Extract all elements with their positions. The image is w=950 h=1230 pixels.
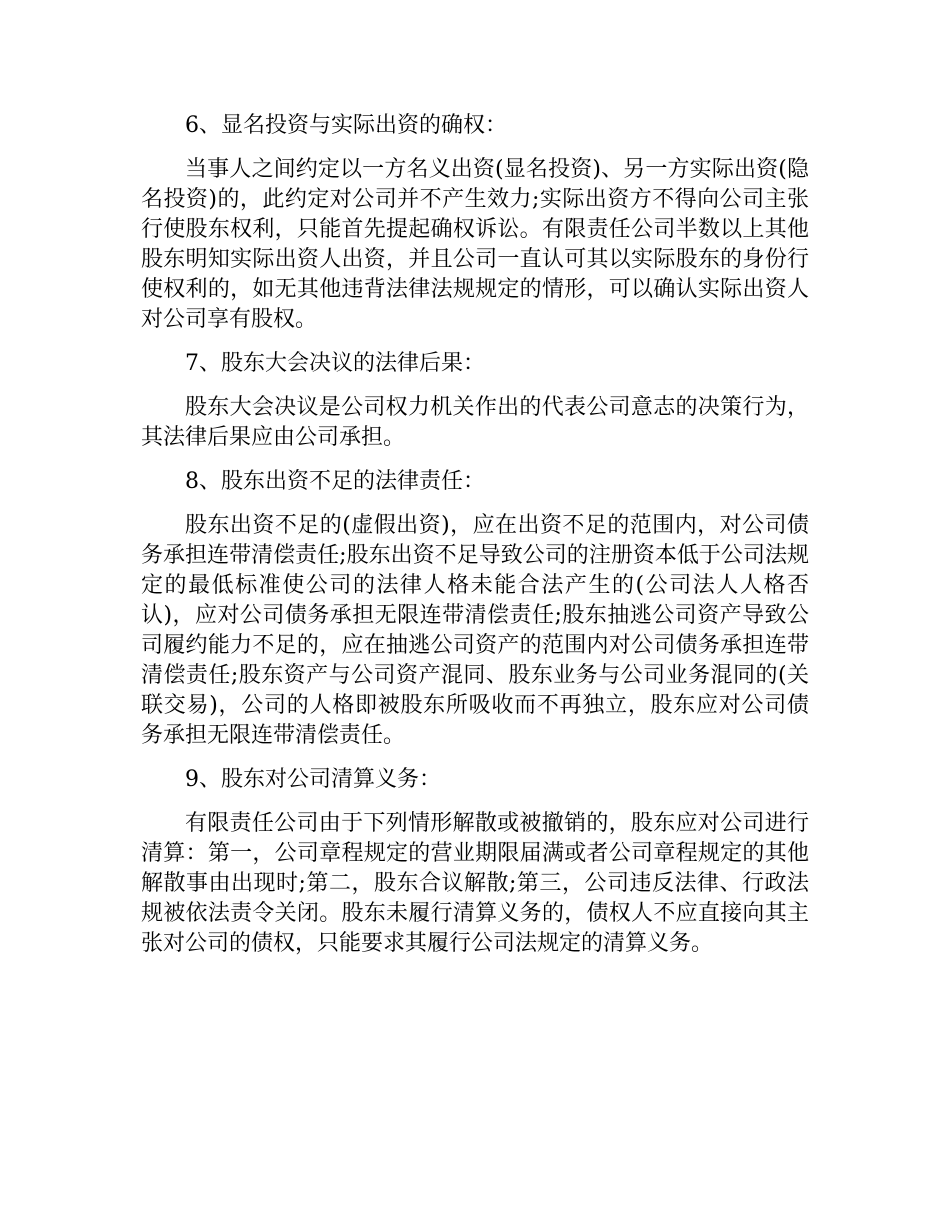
section-heading-7: 7、股东大会决议的法律后果： xyxy=(185,351,485,376)
section-heading-6: 6、显名投资与实际出资的确权： xyxy=(185,113,507,138)
section-body-9: 有限责任公司由于下列情形解散或被撤销的，股东应对公司进行清算：第一，公司章程规定的营业期限届满或者公司章程规定的其他解散事由出现时;第二，股东合议解散;第三，公司违反法律、行政法规被依法责令关闭。股东未履行清算义务的，债权人不应直接向其主张对公司的债权，只能要求其履行公司法规定的清算义务。 xyxy=(141,811,809,956)
section-body-6: 当事人之间约定以一方名义出资(显名投资)、另一方实际出资(隐名投资)的，此约定对公司并不产生效力;实际出资方不得向公司主张行使股东权利，只能首先提起确权诉讼。有限责任公司半数以上其他股东明知实际出资人出资，并且公司一直认可其以实际股东的身份行使权利的，如无其他违背法律法规规定的情形，可以确认实际出资人对公司享有股权。 xyxy=(141,157,809,332)
section-body-8: 股东出资不足的(虚假出资)，应在出资不足的范围内，对公司债务承担连带清偿责任;股东出资不足导致公司的注册资本低于公司法规定的最低标准使公司的法律人格未能合法产生的(公司法人人格否认)，应对公司债务承担无限连带清偿责任;股东抽逃公司资产导致公司履约能力不足的，应在抽逃公司资产的范围内对公司债务承担连带清偿责任;股东资产与公司资产混同、股东业务与公司业务混同的(关联交易)，公司的人格即被股东所吸收而不再独立，股东应对公司债务承担无限连带清偿责任。 xyxy=(141,513,809,748)
section-heading-9: 9、股东对公司清算义务： xyxy=(185,767,441,792)
document-body xyxy=(141,111,809,973)
section-heading-8: 8、股东出资不足的法律责任： xyxy=(185,469,485,494)
section-body-7: 股东大会决议是公司权力机关作出的代表公司意志的决策行为，其法律后果应由公司承担。 xyxy=(141,395,809,450)
